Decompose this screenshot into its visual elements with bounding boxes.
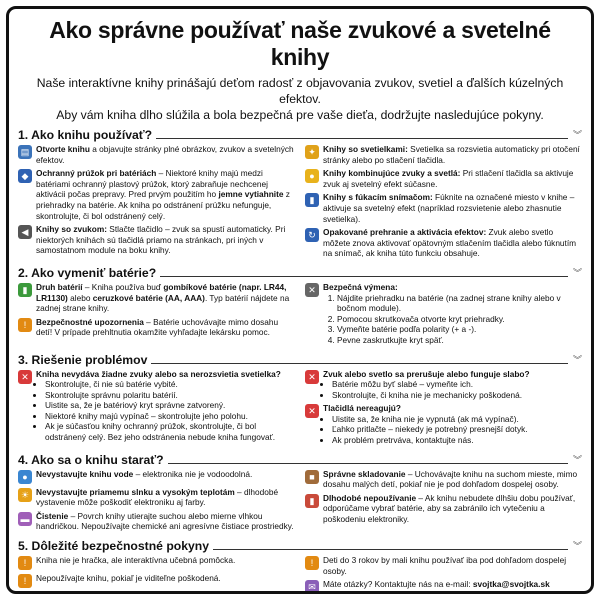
cross-icon: ✕ (18, 370, 32, 384)
chevron-down-icon: ︾ (572, 355, 582, 366)
section-header (18, 266, 582, 280)
steps-list (323, 293, 582, 346)
list-item (305, 579, 582, 594)
section-title: 1. Ako knihu používať? (18, 128, 153, 142)
list-item (18, 224, 295, 256)
section-title: 2. Ako vymeniť batérie? (18, 265, 157, 280)
section-column-left (18, 142, 295, 262)
item-text: Ochranný prúžok pri batériách – Niektoré knihy majú medzi batériami ochranný plastový prúžok, ktorý zabraňuje nechcenej aktivácii počas prepravy. Pred prvým použitím ho jemne vytiahnite z priehradky na batérie. Ak kniha po odstránení prúžku nefunguje, skontrolujte, či bol odstránený celý. (36, 168, 290, 221)
intro-text (18, 75, 582, 123)
item-text: Otvorte knihu a objavujte stránky plné obrázkov, zvukov a svetelných efektov. (36, 144, 294, 165)
list-item (305, 493, 582, 525)
list-item (18, 144, 295, 165)
water-drops-icon: ● (18, 470, 32, 484)
section-column-left (18, 280, 295, 349)
list-item (305, 227, 582, 259)
section-divider (160, 276, 568, 277)
section-batteries (18, 266, 582, 349)
cross-icon: ✕ (305, 404, 319, 418)
tools-icon: ✕ (305, 283, 319, 297)
lightbulb-icon: ● (305, 169, 319, 183)
item-text: Zvuk alebo svetlo sa prerušuje alebo funguje slabo? • Batérie môžu byť slabé – vymeňte ich. • Skontrolujte, či kniha nie je mechanicky poškodená. (323, 369, 582, 401)
item-text: Druh batérií – Kniha používa buď gombíkové batérie (napr. LR44, LR1130) alebo ceruzkové batérie (AA, AAA). Typ batérií nájdete na zadnej strane knihy. (36, 281, 290, 314)
warning-icon: ! (18, 574, 32, 588)
item-text: Nevystavujte knihu vode – elektronika nie je vodoodolná. (36, 468, 253, 479)
section-divider (213, 549, 568, 550)
list-item: • Uistite sa, že kniha nie je vypnutá (ak má vypínač). (332, 414, 582, 425)
section-header (18, 539, 582, 553)
box-icon: ■ (305, 470, 319, 484)
repeat-icon: ↻ (305, 228, 319, 242)
section-header (18, 128, 582, 142)
list-item (305, 168, 582, 189)
list-item: • Ak je súčasťou knihy ochranný prúžok, skontrolujte, či bol odstránený celý. Bez jeho odstránenia nebude kniha fungovať. (45, 421, 295, 442)
section-divider (151, 363, 568, 364)
list-item: 1. Nájdite priehradku na batérie (na zadnej strane knihy alebo v bočnom module). (337, 293, 582, 314)
list-item (305, 369, 582, 401)
item-text: Tlačidlá nereagujú? • Uistite sa, že kniha nie je vypnutá (ak má vypínač). • Ľahko pritlačte – niekedy je potrebný presnejší dotyk. • Ak problém pretrváva, kontaktujte nás. (323, 403, 582, 445)
intro-line-1: Naše interaktívne knihy prinášajú deťom radosť z objavovania zvukov, svetiel a ďalších kúzelných efektov. (36, 76, 564, 106)
item-text: Knihy so zvukom: Stlačte tlačidlo – zvuk sa spustí automaticky. Pri niektorých knihách sú tlačidlá priamo na stránkach, pri iných v samostatnom module na boku knihy. (36, 224, 286, 256)
item-text: Knihy s fúkacím snímačom: Fúknite na označené miesto v knihe – aktivuje sa svetelný efekt (napríklad rozsvietenie alebo zhasnutie svetielka). (323, 192, 575, 224)
chevron-down-icon: ︾ (572, 455, 582, 466)
list-item (305, 192, 582, 224)
section-usage (18, 128, 582, 262)
bullet-list (36, 379, 295, 443)
section-title: 5. Dôležité bezpečnostné pokyny (18, 539, 209, 554)
section-column-right (305, 280, 582, 349)
list-item (18, 369, 295, 443)
list-item (18, 317, 295, 338)
list-item (18, 511, 295, 532)
list-item: • Uistite sa, že je batériový kryt správne zatvorený. (45, 400, 295, 411)
item-text: Opakované prehranie a aktivácia efektov: Zvuk alebo svetlo môžete znova aktivovať opätovným stlačením tlačidla alebo fúknutím na snímač, ak kniha túto funkciu obsahuje. (323, 227, 577, 259)
section-column-left (18, 553, 295, 594)
list-item (18, 469, 295, 484)
list-item (18, 282, 295, 314)
section-divider (168, 463, 568, 464)
list-item: • Skontrolujte správnu polaritu batérií. (45, 390, 295, 401)
section-header (18, 353, 582, 367)
section-column-right (305, 467, 582, 535)
item-text: Dlhodobé nepoužívanie – Ak knihu nebudete dlhšiu dobu používať, odporúčame vybrať batérie, aby sa zabránilo ich vytečeniu a poškodeniu elektroniky. (323, 492, 576, 525)
warning-icon: ! (305, 556, 319, 570)
list-item (18, 168, 295, 221)
list-item: 2. Pomocou skrutkovača otvorte kryt priehradky. (337, 314, 582, 325)
item-text: Knihy so svetielkami: Svetielka sa rozsvietia automaticky pri otočení stránky alebo po stlačení tlačidla. (323, 144, 580, 165)
list-item (18, 573, 295, 588)
item-text: Deti do 3 rokov by mali knihu používať iba pod dohľadom dospelej osoby. (323, 555, 567, 576)
list-item: • Niektoré knihy majú vypínač – skontrolujte jeho polohu. (45, 411, 295, 422)
warning-icon: ! (18, 318, 32, 332)
list-item: • Ak problém pretrváva, kontaktujte nás. (332, 435, 582, 446)
bullet-list (323, 414, 582, 446)
email-icon: ✉ (305, 580, 319, 594)
item-text: Správne skladovanie – Uchovávajte knihu na suchom mieste, mimo dosahu malých detí, pokiaľ nie je pod dohľadom dospelej osoby. (323, 468, 578, 490)
section-title: 3. Riešenie problémov (18, 352, 148, 367)
microphone-icon: ▮ (305, 193, 319, 207)
list-item: 4. Pevne zaskrutkujte kryt späť. (337, 335, 582, 346)
chevron-down-icon: ︾ (572, 131, 582, 141)
list-item: • Skontrolujte, či kniha nie je mechanicky poškodená. (332, 390, 582, 401)
section-header (18, 453, 582, 467)
list-item (305, 282, 582, 346)
speaker-icon: ◀ (18, 225, 32, 239)
list-item (18, 487, 295, 508)
item-text: Nevystavujte priamemu slnku a vysokým teplotám – dlhodobé vystavenie môže poškodiť elektroniku aj farby. (36, 486, 279, 508)
section-column-left (18, 367, 295, 449)
intro-line-2: Aby vám kniha dlho slúžila a bola bezpečná pre vaše dieťa, dodržujte nasledujúce pokyny. (56, 108, 544, 122)
section-column-right (305, 367, 582, 449)
section-care (18, 453, 582, 535)
chevron-down-icon: ︾ (572, 542, 582, 553)
section-safety (18, 539, 582, 594)
list-item: • Skontrolujte, či nie sú batérie vybité. (45, 379, 295, 390)
instructions-page (6, 6, 594, 594)
section-column-left (18, 467, 295, 535)
sparkle-icon: ✦ (305, 145, 319, 159)
item-text: Nepoužívajte knihu, pokiaľ je viditeľne poškodená. (36, 573, 221, 584)
list-item: • Ľahko pritlačte – niekedy je potrebný presnejší dotyk. (332, 424, 582, 435)
page-title: Ako správne používať naše zvukové a svetelné knihy (49, 17, 551, 70)
book-icon: ▤ (18, 145, 32, 159)
section-column-right (305, 553, 582, 594)
list-item (305, 403, 582, 445)
shield-icon: ◆ (18, 169, 32, 183)
cross-icon: ✕ (305, 370, 319, 384)
list-item (18, 555, 295, 570)
list-item: • Batérie môžu byť slabé – vymeňte ich. (332, 379, 582, 390)
item-text: Máte otázky? Kontaktujte nás na e-mail: svojtka@svojtka.sk (323, 579, 550, 590)
section-column-right (305, 142, 582, 262)
item-text: Knihy kombinujúce zvuky a svetlá: Pri stlačení tlačidla sa aktivuje zvuk aj svetelný efekt súčasne. (323, 168, 574, 189)
section-divider (156, 138, 568, 139)
chevron-down-icon: ︾ (572, 268, 582, 279)
item-text: Bezpečnostné upozornenia – Batérie uchovávajte mimo dosahu detí! V prípade prehltnutia okamžite vyhľadajte lekársku pomoc. (36, 316, 279, 338)
list-item (305, 144, 582, 165)
list-item: 3. Vymeňte batérie podľa polarity (+ a -). (337, 324, 582, 335)
item-text: Bezpečná výmena: 1. Nájdite priehradku na batérie (na zadnej strane knihy alebo v bočnom module). 2. Pomocou skrutkovača otvorte kryt priehradky. 3. Vymeňte batérie podľa polarity (+ a -). 4. Pevne zaskrutkujte kryt späť. (323, 282, 582, 346)
warning-icon: ! (18, 556, 32, 570)
item-text: Kniha nie je hračka, ale interaktívna učebná pomôcka. (36, 555, 236, 566)
section-troubleshooting (18, 353, 582, 449)
sponge-icon: ▬ (18, 512, 32, 526)
item-text: Čistenie – Povrch knihy utierajte suchou alebo mierne vlhkou handričkou. Nepoužívajte chemické ani agresívne čistiace prostriedky. (36, 510, 294, 532)
section-title: 4. Ako sa o knihu starať? (18, 452, 164, 467)
item-text: Kniha nevydáva žiadne zvuky alebo sa nerozsvietia svetielka? • Skontrolujte, či nie sú batérie vybité. • Skontrolujte správnu polaritu batérií. • Uistite sa, že je batériový kryt správne zatvorený. • Niektoré knihy majú vypínač – skontrolujte jeho polohu. • Ak je súčasťou knihy ochranný prúžok, skontrolujte, či bol odstránený celý. Bez jeho odstránenia nebude kniha fungovať. (36, 369, 295, 443)
sun-icon: ☀ (18, 488, 32, 502)
battery-removed-icon: ▮ (305, 494, 319, 508)
bullet-list (323, 379, 582, 400)
list-item (305, 469, 582, 490)
contact-email-link[interactable]: svojtka@svojtka.sk (472, 579, 550, 590)
battery-icon: ▮ (18, 283, 32, 297)
list-item (305, 555, 582, 576)
